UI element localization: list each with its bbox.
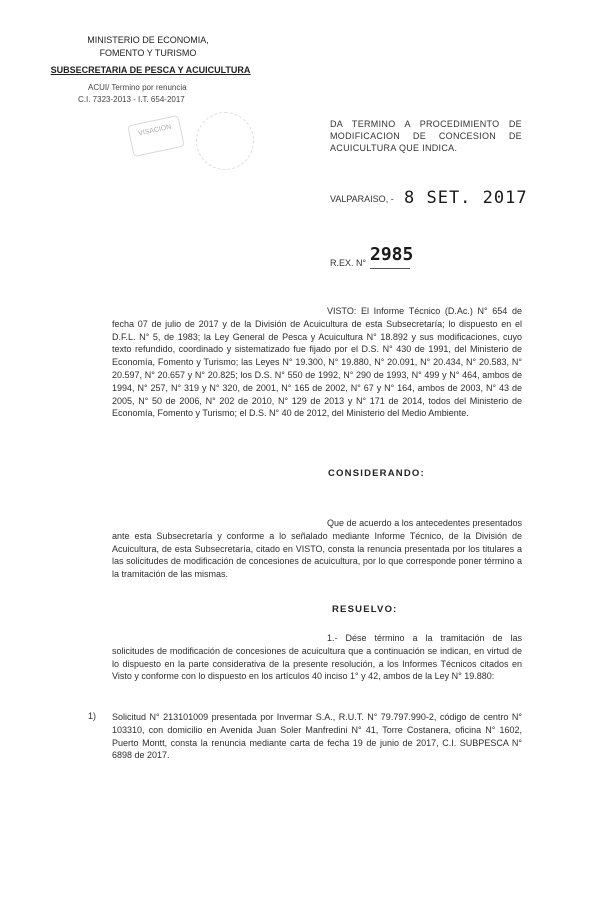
considerando-paragraph — [112, 517, 522, 581]
reference-line-2: C.I. 7323-2013 - I.T. 654-2017 — [78, 95, 185, 104]
ministry-line-1: MINISTERIO DE ECONOMIA, — [87, 35, 209, 45]
reference-line-1: ACUI/ Termino por renuncia — [88, 83, 187, 92]
resolution-subject: DA TERMINO A PROCEDIMIENTO DE MODIFICACION DE CONCESION DE ACUICULTURA QUE INDICA. — [330, 119, 522, 153]
resolution-number: 2985 — [370, 244, 414, 265]
considerando-text: Que de acuerdo a los antecedentes presentados ante esta Subsecretaría y conforme a lo señalado mediante Informe Técnico, de la División de Acuicultura, de esta Subsecretaría, citado en VISTO, consta la renuncia presentada por los titulares a las solicitudes de modificación de concesiones de acuicultura, por lo que corresponde poner término a la tramitación de las mismas. — [112, 518, 522, 580]
visto-text: VISTO: El Informe Técnico (D.Ac.) N° 654 de fecha 07 de julio de 2017 y de la División de Acuicultura de esta Subsecretaría; lo dispuesto en el D.F.L. N° 5, de 1983; la Ley General de Pesca y Acuicultura N° 18.892 y sus modificaciones, cuyo texto refundido, coordinado y sistematizado fue fijado por el D.S. N° 430 de 1991, del Ministerio de Economía, Fomento y Turismo; las Leyes N° 19.300, N° 19.880, N° 20.091, N° 20.434, N° 20.583, N° 20.597, N° 20.657 y N° 20.825; los D.S. N° 550 de 1992, N° 290 de 1993, N° 499 y N° 464, ambos de 1994, N° 257, N° 319 y N° 320, de 2001, N° 165 de 2002, N° 67 y N° 164, ambos de 2003, N° 43 de 2005, N° 50 de 2006, N° 202 de 2010, N° 129 de 2013 y N° 171 de 2014, todos del Ministerio de Economía, Fomento y Turismo; el D.S. N° 40 de 2012, del Ministerio del Medio Ambiente. — [112, 306, 522, 419]
item-text: Solicitud N° 213101009 presentada por Invermar S.A., R.U.T. N° 79.797.990-2, código de centro N° 103310, con domicilio en Avenida Juan Soler Manfredini N° 41, Torre Costanera, oficina N° 1602, Puerto Montt, consta la renuncia mediante carta de fecha 19 de junio de 2017, C.I. SUBPESCA N° 6898 de 2017. — [112, 712, 522, 761]
considerando-heading: CONSIDERANDO: — [328, 468, 425, 479]
resuelvo-heading: RESUELVO: — [332, 604, 398, 615]
resolution-number-underline — [370, 268, 410, 269]
subsecretaria-title: SUBSECRETARIA DE PESCA Y ACUICULTURA — [50, 65, 251, 75]
item-number: 1) — [88, 711, 97, 721]
handwritten-date: 8 SET. 2017 — [404, 188, 528, 208]
ministry-line-2: FOMENTO Y TURISMO — [99, 48, 197, 58]
visto-paragraph — [112, 305, 522, 420]
resuelvo-text: 1.- Dése término a la tramitación de las solicitudes de modificación de concesiones de acuicultura que a continuación se indican, en virtud de lo dispuesto en la parte considerativa de la presente resolución, a los Informes Técnicos citados en Visto y conforme con lo dispuesto en los artículos 40 inciso 1° y 42, ambos de la Ley N° 19.880: — [112, 633, 522, 682]
stamp-text: VISACION — [137, 123, 172, 138]
round-seal-stamp — [196, 112, 254, 170]
resolution-label: R.EX. N° — [330, 258, 367, 268]
resuelvo-paragraph — [112, 632, 522, 683]
visa-stamp — [127, 115, 185, 157]
date-place: VALPARAISO, - — [330, 194, 394, 204]
